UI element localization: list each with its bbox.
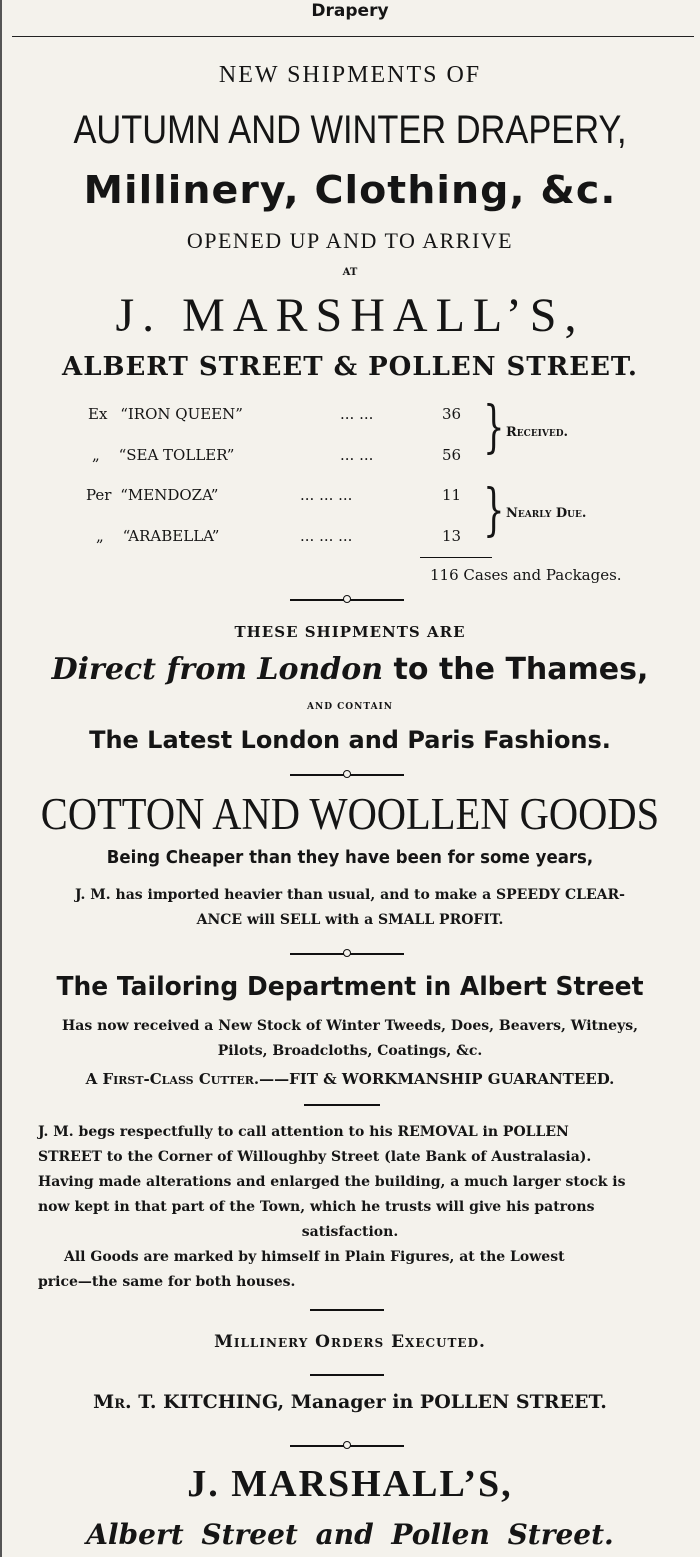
tailoring-title: The Tailoring Department in Albert Street — [56, 972, 644, 1002]
brace-nearly-due: } — [483, 478, 505, 543]
direct-from-london — [0, 652, 700, 687]
table-row — [88, 405, 243, 423]
to-the-thames: to the Thames, — [383, 652, 649, 687]
leader-dots: ... ... ... — [300, 527, 353, 545]
table-row — [96, 527, 219, 545]
shipment-name: “ARABELLA” — [122, 527, 220, 545]
ornament-divider — [290, 774, 404, 776]
shipment-total: 116 Cases and Packages. — [430, 566, 622, 584]
cutter-guarantee — [0, 1070, 700, 1088]
workmanship-guarantee: ——FIT & WORKMANSHIP GUARANTEED. — [259, 1070, 615, 1088]
nearly-due-label: Nearly Due. — [506, 506, 587, 521]
firm-address: ALBERT STREET & POLLEN STREET. — [62, 352, 638, 382]
total-rule — [420, 557, 492, 558]
direct-from-london-italic: Direct from London — [51, 652, 384, 687]
removal-line: All Goods are marked by himself in Plain Figures, at the Lowest — [64, 1249, 565, 1265]
manager-prefix: Mr. — [93, 1391, 132, 1413]
shipments-intro: THESE SHIPMENTS ARE — [234, 623, 466, 641]
shipment-prefix: Ex — [88, 405, 108, 423]
headline-millinery: Millinery, Clothing, &c. — [83, 168, 617, 212]
brace-received: } — [483, 395, 505, 460]
footer-firm-name: J. MARSHALL’S, — [187, 1463, 513, 1505]
headline-autumn-winter: AUTUMN AND WINTER DRAPERY, — [73, 108, 627, 152]
header-rule — [12, 36, 694, 37]
shipment-count: 36 — [442, 405, 462, 423]
shipment-count: 56 — [442, 446, 462, 464]
shipment-count: 11 — [442, 486, 462, 504]
cotton-subtitle: Being Cheaper than they have been for some years, — [106, 847, 594, 868]
ornament-divider — [290, 953, 404, 955]
leader-dots: ... ... — [340, 446, 374, 464]
millinery-orders: Millinery Orders Executed. — [214, 1332, 486, 1352]
shipment-name: “MENDOZA” — [120, 486, 219, 504]
shipment-prefix: „ — [96, 527, 104, 545]
firm-name: J. MARSHALL’S, — [115, 289, 585, 342]
cotton-body-line1: J. M. has imported heavier than usual, and to make a SPEEDY CLEAR- — [75, 887, 625, 903]
removal-line: now kept in that part of the Town, which he trusts will give his patrons — [38, 1199, 595, 1215]
received-label: Received. — [506, 425, 569, 440]
shipment-name: “SEA TOLLER” — [118, 446, 235, 464]
section-header: Drapery — [311, 1, 389, 21]
headline-opened-up: OPENED UP AND TO ARRIVE — [186, 228, 514, 253]
manager-text: T. KITCHING, Manager in POLLEN STREET. — [131, 1391, 607, 1413]
shipment-prefix: „ — [92, 446, 100, 464]
removal-line: STREET to the Corner of Willoughby Street (late Bank of Australasia). — [38, 1149, 592, 1165]
cotton-body-line2: ANCE will SELL with a SMALL PROFIT. — [196, 912, 504, 928]
headline-at: AT — [342, 267, 358, 278]
section-rule — [310, 1309, 384, 1311]
shipment-name: “IRON QUEEN” — [120, 405, 243, 423]
section-rule — [304, 1104, 380, 1106]
manager-line — [0, 1391, 700, 1413]
and-contain: AND CONTAIN — [306, 702, 393, 712]
removal-line: Having made alterations and enlarged the building, a much larger stock is — [38, 1174, 626, 1190]
ornament-divider — [290, 599, 404, 601]
first-class-cutter: A First-Class Cutter. — [85, 1070, 260, 1088]
ornament-divider — [290, 1445, 404, 1447]
shipment-prefix: Per — [86, 486, 112, 504]
cotton-woollen-title: COTTON AND WOOLLEN GOODS — [40, 789, 660, 839]
tailoring-line2: Pilots, Broadcloths, Coatings, &c. — [217, 1043, 483, 1059]
tailoring-line1: Has now received a New Stock of Winter Tweeds, Does, Beavers, Witneys, — [62, 1018, 638, 1034]
latest-fashions: The Latest London and Paris Fashions. — [89, 726, 611, 754]
leader-dots: ... ... — [340, 405, 374, 423]
leader-dots: ... ... ... — [300, 486, 353, 504]
footer-address: Albert Street and Pollen Street. — [86, 1518, 614, 1551]
section-rule — [310, 1374, 384, 1376]
table-row — [86, 486, 218, 504]
removal-line: J. M. begs respectfully to call attention to his REMOVAL in POLLEN — [38, 1124, 569, 1140]
removal-line: price—the same for both houses. — [38, 1274, 296, 1290]
headline-new-shipments: NEW SHIPMENTS OF — [218, 62, 482, 88]
table-row — [92, 446, 234, 464]
removal-line: satisfaction. — [301, 1224, 399, 1240]
shipment-count: 13 — [442, 527, 462, 545]
